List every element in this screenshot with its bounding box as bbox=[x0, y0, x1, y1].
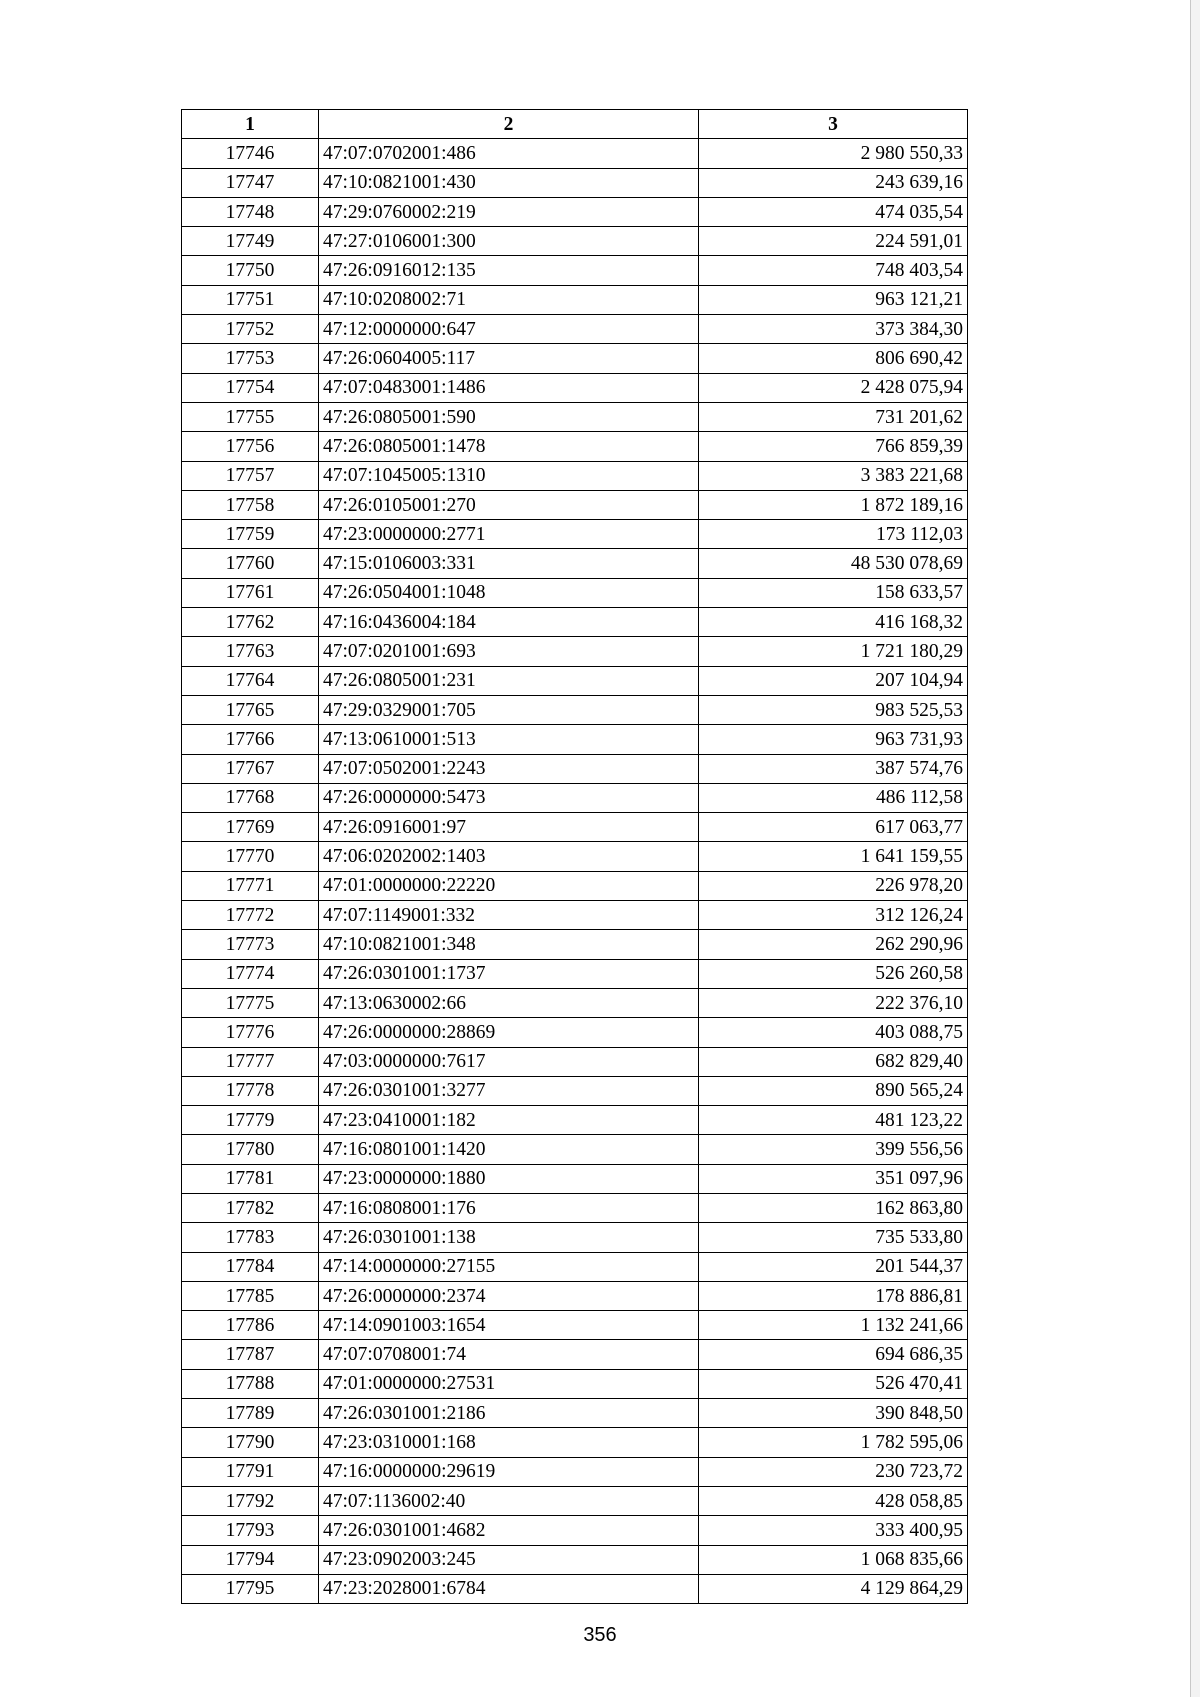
value-cell: 390 848,50 bbox=[699, 1399, 968, 1428]
table-row bbox=[182, 139, 968, 168]
cadastral-number-cell: 47:07:1045005:1310 bbox=[319, 461, 699, 490]
value-cell: 1 641 159,55 bbox=[699, 842, 968, 871]
cadastral-number-cell: 47:01:0000000:27531 bbox=[319, 1369, 699, 1398]
value-cell: 222 376,10 bbox=[699, 988, 968, 1017]
value-cell: 1 872 189,16 bbox=[699, 490, 968, 519]
cadastral-number-cell: 47:16:0436004:184 bbox=[319, 608, 699, 637]
table-row bbox=[182, 695, 968, 724]
table-row bbox=[182, 1486, 968, 1515]
value-cell: 416 168,32 bbox=[699, 608, 968, 637]
row-number-cell: 17792 bbox=[182, 1486, 319, 1515]
cadastral-number-cell: 47:10:0821001:430 bbox=[319, 168, 699, 197]
table-row bbox=[182, 549, 968, 578]
row-number-cell: 17763 bbox=[182, 637, 319, 666]
cadastral-number-cell: 47:16:0801001:1420 bbox=[319, 1135, 699, 1164]
table-row bbox=[182, 1399, 968, 1428]
table-row bbox=[182, 197, 968, 226]
row-number-cell: 17765 bbox=[182, 695, 319, 724]
cadastral-number-cell: 47:26:0301001:3277 bbox=[319, 1076, 699, 1105]
cadastral-number-cell: 47:13:0610001:513 bbox=[319, 725, 699, 754]
table-row bbox=[182, 608, 968, 637]
row-number-cell: 17751 bbox=[182, 285, 319, 314]
cadastral-number-cell: 47:23:0000000:2771 bbox=[319, 520, 699, 549]
value-cell: 224 591,01 bbox=[699, 227, 968, 256]
table-row bbox=[182, 1193, 968, 1222]
row-number-cell: 17777 bbox=[182, 1047, 319, 1076]
table-row bbox=[182, 432, 968, 461]
cadastral-number-cell: 47:26:0000000:2374 bbox=[319, 1281, 699, 1310]
row-number-cell: 17760 bbox=[182, 549, 319, 578]
column-header-3: 3 bbox=[699, 110, 968, 139]
value-cell: 201 544,37 bbox=[699, 1252, 968, 1281]
value-cell: 1 132 241,66 bbox=[699, 1311, 968, 1340]
value-cell: 403 088,75 bbox=[699, 1018, 968, 1047]
cadastral-number-cell: 47:26:0916012:135 bbox=[319, 256, 699, 285]
value-cell: 333 400,95 bbox=[699, 1516, 968, 1545]
table-row bbox=[182, 520, 968, 549]
row-number-cell: 17775 bbox=[182, 988, 319, 1017]
row-number-cell: 17766 bbox=[182, 725, 319, 754]
table-row bbox=[182, 1106, 968, 1135]
value-cell: 158 633,57 bbox=[699, 578, 968, 607]
table-row bbox=[182, 1340, 968, 1369]
cadastral-number-cell: 47:15:0106003:331 bbox=[319, 549, 699, 578]
row-number-cell: 17749 bbox=[182, 227, 319, 256]
row-number-cell: 17748 bbox=[182, 197, 319, 226]
row-number-cell: 17778 bbox=[182, 1076, 319, 1105]
page-number: 356 bbox=[583, 1624, 617, 1646]
row-number-cell: 17773 bbox=[182, 930, 319, 959]
table-row bbox=[182, 754, 968, 783]
value-cell: 48 530 078,69 bbox=[699, 549, 968, 578]
table-row bbox=[182, 842, 968, 871]
value-cell: 178 886,81 bbox=[699, 1281, 968, 1310]
row-number-cell: 17761 bbox=[182, 578, 319, 607]
row-number-cell: 17789 bbox=[182, 1399, 319, 1428]
row-number-cell: 17795 bbox=[182, 1574, 319, 1603]
row-number-cell: 17758 bbox=[182, 490, 319, 519]
row-number-cell: 17759 bbox=[182, 520, 319, 549]
row-number-cell: 17764 bbox=[182, 666, 319, 695]
value-cell: 4 129 864,29 bbox=[699, 1574, 968, 1603]
row-number-cell: 17782 bbox=[182, 1193, 319, 1222]
cadastral-number-cell: 47:16:0808001:176 bbox=[319, 1193, 699, 1222]
row-number-cell: 17757 bbox=[182, 461, 319, 490]
row-number-cell: 17793 bbox=[182, 1516, 319, 1545]
row-number-cell: 17784 bbox=[182, 1252, 319, 1281]
value-cell: 312 126,24 bbox=[699, 901, 968, 930]
value-cell: 243 639,16 bbox=[699, 168, 968, 197]
row-number-cell: 17755 bbox=[182, 402, 319, 431]
cadastral-number-cell: 47:03:0000000:7617 bbox=[319, 1047, 699, 1076]
value-cell: 399 556,56 bbox=[699, 1135, 968, 1164]
cadastral-number-cell: 47:26:0504001:1048 bbox=[319, 578, 699, 607]
table-row bbox=[182, 1311, 968, 1340]
cadastral-number-cell: 47:23:0410001:182 bbox=[319, 1106, 699, 1135]
row-number-cell: 17790 bbox=[182, 1428, 319, 1457]
table-row bbox=[182, 227, 968, 256]
table-row bbox=[182, 1047, 968, 1076]
row-number-cell: 17781 bbox=[182, 1164, 319, 1193]
cadastral-number-cell: 47:26:0301001:2186 bbox=[319, 1399, 699, 1428]
value-cell: 481 123,22 bbox=[699, 1106, 968, 1135]
value-cell: 617 063,77 bbox=[699, 813, 968, 842]
cadastral-number-cell: 47:23:0902003:245 bbox=[319, 1545, 699, 1574]
table-row bbox=[182, 344, 968, 373]
row-number-cell: 17771 bbox=[182, 871, 319, 900]
table-row bbox=[182, 901, 968, 930]
table-row bbox=[182, 988, 968, 1017]
cadastral-number-cell: 47:07:0483001:1486 bbox=[319, 373, 699, 402]
value-cell: 173 112,03 bbox=[699, 520, 968, 549]
value-cell: 766 859,39 bbox=[699, 432, 968, 461]
table-row bbox=[182, 637, 968, 666]
row-number-cell: 17768 bbox=[182, 783, 319, 812]
value-cell: 474 035,54 bbox=[699, 197, 968, 226]
table-row bbox=[182, 256, 968, 285]
row-number-cell: 17787 bbox=[182, 1340, 319, 1369]
cadastral-number-cell: 47:16:0000000:29619 bbox=[319, 1457, 699, 1486]
table-row bbox=[182, 725, 968, 754]
row-number-cell: 17756 bbox=[182, 432, 319, 461]
table-row bbox=[182, 1135, 968, 1164]
value-cell: 2 980 550,33 bbox=[699, 139, 968, 168]
cadastral-number-cell: 47:10:0821001:348 bbox=[319, 930, 699, 959]
value-cell: 748 403,54 bbox=[699, 256, 968, 285]
table-row bbox=[182, 373, 968, 402]
cadastral-number-cell: 47:07:0502001:2243 bbox=[319, 754, 699, 783]
row-number-cell: 17770 bbox=[182, 842, 319, 871]
value-cell: 162 863,80 bbox=[699, 1193, 968, 1222]
row-number-cell: 17786 bbox=[182, 1311, 319, 1340]
cadastral-number-cell: 47:27:0106001:300 bbox=[319, 227, 699, 256]
value-cell: 526 470,41 bbox=[699, 1369, 968, 1398]
data-table bbox=[181, 109, 968, 1604]
table-row bbox=[182, 1545, 968, 1574]
table-row bbox=[182, 1428, 968, 1457]
value-cell: 387 574,76 bbox=[699, 754, 968, 783]
table-row bbox=[182, 578, 968, 607]
row-number-cell: 17769 bbox=[182, 813, 319, 842]
value-cell: 262 290,96 bbox=[699, 930, 968, 959]
table-row bbox=[182, 1369, 968, 1398]
cadastral-number-cell: 47:12:0000000:647 bbox=[319, 315, 699, 344]
value-cell: 373 384,30 bbox=[699, 315, 968, 344]
table-row bbox=[182, 315, 968, 344]
value-cell: 963 121,21 bbox=[699, 285, 968, 314]
row-number-cell: 17754 bbox=[182, 373, 319, 402]
row-number-cell: 17785 bbox=[182, 1281, 319, 1310]
table-header-row bbox=[182, 110, 968, 139]
value-cell: 983 525,53 bbox=[699, 695, 968, 724]
row-number-cell: 17783 bbox=[182, 1223, 319, 1252]
table-row bbox=[182, 783, 968, 812]
cadastral-number-cell: 47:01:0000000:22220 bbox=[319, 871, 699, 900]
value-cell: 1 782 595,06 bbox=[699, 1428, 968, 1457]
row-number-cell: 17788 bbox=[182, 1369, 319, 1398]
cadastral-number-cell: 47:26:0805001:590 bbox=[319, 402, 699, 431]
value-cell: 694 686,35 bbox=[699, 1340, 968, 1369]
cadastral-number-cell: 47:13:0630002:66 bbox=[319, 988, 699, 1017]
cadastral-number-cell: 47:26:0301001:4682 bbox=[319, 1516, 699, 1545]
page-edge bbox=[1190, 0, 1200, 1697]
value-cell: 890 565,24 bbox=[699, 1076, 968, 1105]
cadastral-number-cell: 47:29:0760002:219 bbox=[319, 197, 699, 226]
cadastral-number-cell: 47:07:0708001:74 bbox=[319, 1340, 699, 1369]
table-row bbox=[182, 1076, 968, 1105]
table-row bbox=[182, 666, 968, 695]
cadastral-number-cell: 47:26:0301001:1737 bbox=[319, 959, 699, 988]
row-number-cell: 17774 bbox=[182, 959, 319, 988]
value-cell: 486 112,58 bbox=[699, 783, 968, 812]
table-row bbox=[182, 1018, 968, 1047]
row-number-cell: 17746 bbox=[182, 139, 319, 168]
value-cell: 351 097,96 bbox=[699, 1164, 968, 1193]
cadastral-number-cell: 47:14:0901003:1654 bbox=[319, 1311, 699, 1340]
column-header-1: 1 bbox=[182, 110, 319, 139]
table-row bbox=[182, 461, 968, 490]
row-number-cell: 17752 bbox=[182, 315, 319, 344]
row-number-cell: 17776 bbox=[182, 1018, 319, 1047]
table-row bbox=[182, 1574, 968, 1603]
row-number-cell: 17747 bbox=[182, 168, 319, 197]
value-cell: 230 723,72 bbox=[699, 1457, 968, 1486]
cadastral-number-cell: 47:23:0000000:1880 bbox=[319, 1164, 699, 1193]
table-row bbox=[182, 490, 968, 519]
value-cell: 1 721 180,29 bbox=[699, 637, 968, 666]
cadastral-number-cell: 47:26:0105001:270 bbox=[319, 490, 699, 519]
cadastral-number-cell: 47:07:1149001:332 bbox=[319, 901, 699, 930]
value-cell: 735 533,80 bbox=[699, 1223, 968, 1252]
value-cell: 1 068 835,66 bbox=[699, 1545, 968, 1574]
value-cell: 963 731,93 bbox=[699, 725, 968, 754]
table-row bbox=[182, 1223, 968, 1252]
row-number-cell: 17767 bbox=[182, 754, 319, 783]
cadastral-number-cell: 47:29:0329001:705 bbox=[319, 695, 699, 724]
value-cell: 428 058,85 bbox=[699, 1486, 968, 1515]
row-number-cell: 17780 bbox=[182, 1135, 319, 1164]
table-row bbox=[182, 1281, 968, 1310]
cadastral-number-cell: 47:26:0604005:117 bbox=[319, 344, 699, 373]
row-number-cell: 17779 bbox=[182, 1106, 319, 1135]
value-cell: 731 201,62 bbox=[699, 402, 968, 431]
table-row bbox=[182, 1164, 968, 1193]
table-row bbox=[182, 930, 968, 959]
table-row bbox=[182, 813, 968, 842]
cadastral-number-cell: 47:07:0702001:486 bbox=[319, 139, 699, 168]
value-cell: 806 690,42 bbox=[699, 344, 968, 373]
cadastral-number-cell: 47:23:0310001:168 bbox=[319, 1428, 699, 1457]
table-row bbox=[182, 1516, 968, 1545]
column-header-2: 2 bbox=[319, 110, 699, 139]
cadastral-number-cell: 47:07:0201001:693 bbox=[319, 637, 699, 666]
cadastral-number-cell: 47:26:0301001:138 bbox=[319, 1223, 699, 1252]
value-cell: 207 104,94 bbox=[699, 666, 968, 695]
table-body bbox=[182, 139, 968, 1604]
cadastral-number-cell: 47:10:0208002:71 bbox=[319, 285, 699, 314]
value-cell: 3 383 221,68 bbox=[699, 461, 968, 490]
cadastral-number-cell: 47:26:0000000:28869 bbox=[319, 1018, 699, 1047]
cadastral-number-cell: 47:06:0202002:1403 bbox=[319, 842, 699, 871]
value-cell: 682 829,40 bbox=[699, 1047, 968, 1076]
row-number-cell: 17750 bbox=[182, 256, 319, 285]
cadastral-number-cell: 47:26:0000000:5473 bbox=[319, 783, 699, 812]
table-row bbox=[182, 1252, 968, 1281]
value-cell: 526 260,58 bbox=[699, 959, 968, 988]
table-row bbox=[182, 168, 968, 197]
row-number-cell: 17753 bbox=[182, 344, 319, 373]
table-row bbox=[182, 871, 968, 900]
cadastral-number-cell: 47:07:1136002:40 bbox=[319, 1486, 699, 1515]
cadastral-number-cell: 47:14:0000000:27155 bbox=[319, 1252, 699, 1281]
value-cell: 226 978,20 bbox=[699, 871, 968, 900]
row-number-cell: 17772 bbox=[182, 901, 319, 930]
row-number-cell: 17762 bbox=[182, 608, 319, 637]
table-row bbox=[182, 402, 968, 431]
row-number-cell: 17794 bbox=[182, 1545, 319, 1574]
value-cell: 2 428 075,94 bbox=[699, 373, 968, 402]
cadastral-number-cell: 47:26:0805001:1478 bbox=[319, 432, 699, 461]
table-row bbox=[182, 959, 968, 988]
row-number-cell: 17791 bbox=[182, 1457, 319, 1486]
cadastral-number-cell: 47:23:2028001:6784 bbox=[319, 1574, 699, 1603]
table-row bbox=[182, 1457, 968, 1486]
table-row bbox=[182, 285, 968, 314]
cadastral-number-cell: 47:26:0916001:97 bbox=[319, 813, 699, 842]
cadastral-number-cell: 47:26:0805001:231 bbox=[319, 666, 699, 695]
